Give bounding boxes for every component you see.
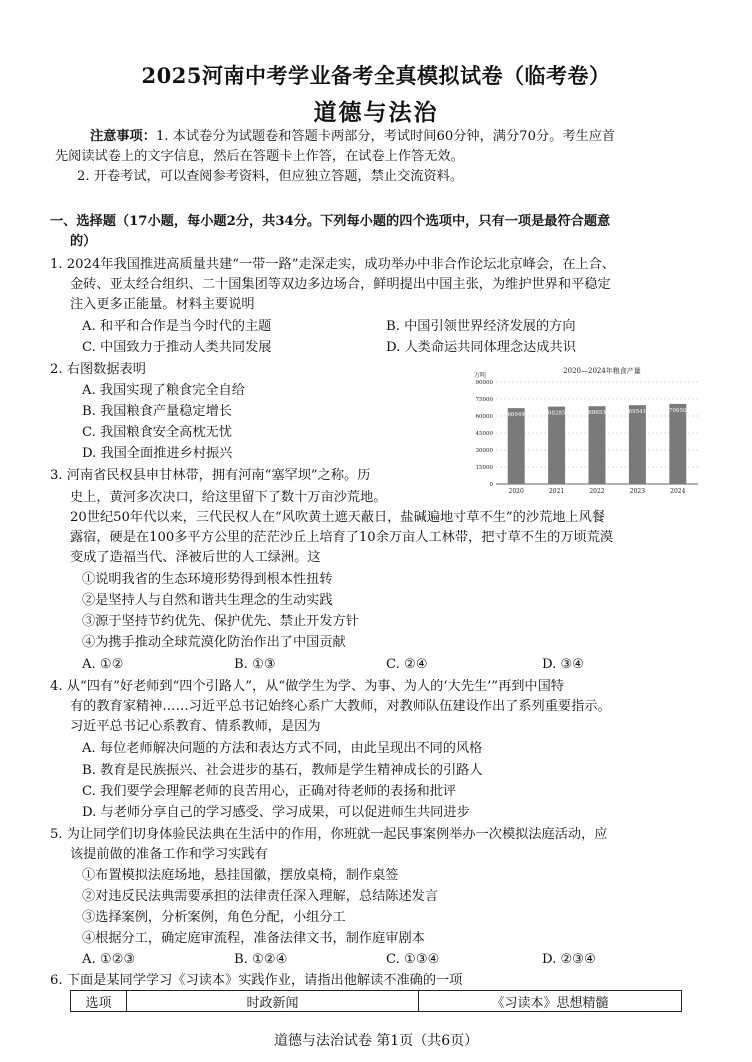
q3-stem-4: 露宿，硬是在100多平方公里的茫茫沙丘上培育了10余万亩人工林带，把寸草不生的万顷荒漠 <box>70 530 614 545</box>
q5-statement-4: ④根据分工，确定庭审流程，准备法律文书，制作庭审剧本 <box>82 931 425 946</box>
chart-ytick-label: 60000 <box>475 414 493 420</box>
q5-statement-3: ③选择案例，分析案例，角色分配，小组分工 <box>82 910 346 925</box>
q6-stem: 6. 下面是某同学学习《习读本》实践作业，请指出他解读不准确的一项 <box>50 973 463 988</box>
q4-stem-2: 有的教育家精神……习近平总书记始终心系广大教师，对教师队伍建设作出了系列重要指示。 <box>70 699 611 714</box>
chart-data-label: 68285 <box>547 410 566 417</box>
q5-stem-1: 5. 为让同学们切身体验民法典在生活中的作用，你班就一起民事案例举办一次模拟法庭活动，应 <box>50 827 608 842</box>
q2-option-c: C. 我国粮食安全高枕无忧 <box>82 425 232 440</box>
q4-option-c: C. 我们要学会理解老师的良苦用心，正确对待老师的表扬和批评 <box>82 784 457 799</box>
q4-option-d: D. 与老师分享自己的学习感受、学习成果，可以促进师生共同进步 <box>82 805 470 820</box>
q1-stem-3: 注入更多正能量。材料主要说明 <box>70 297 255 312</box>
notice-line-3: 2. 开卷考试，可以查阅参考资料，但应独立答题，禁止交流资料。 <box>77 169 464 184</box>
q3-stem-1: 3. 河南省民权县申甘林带，拥有河南“塞罕坝”之称。历 <box>50 468 371 483</box>
notice-line-2: 先阅读试卷上的文字信息，然后在答题卡上作答，在试卷上作答无效。 <box>55 149 464 164</box>
q3-statement-2: ②是坚持人与自然和谐共生理念的生动实践 <box>82 593 333 608</box>
q3-stem-5: 变成了造福当代、泽被后世的人工绿洲。这 <box>70 550 321 565</box>
chart-data-label: 69541 <box>628 409 647 416</box>
chart-data-label: 68653 <box>588 410 606 417</box>
q4-stem-3: 习近平总书记心系教育、情系教师，是因为 <box>70 719 321 734</box>
q5-option-c: C. ①③④ <box>386 952 440 967</box>
q3-option-b: B. ①③ <box>234 657 276 672</box>
q5-statement-1: ①布置模拟法庭场地，悬挂国徽，摆放桌椅，制作桌签 <box>82 868 399 883</box>
chart-ytick-label: 90000 <box>475 380 493 386</box>
q3-statement-1: ①说明我省的生态环境形势得到根本性扭转 <box>82 572 333 587</box>
q5-option-b: B. ①②④ <box>234 952 288 967</box>
q5-option-d: D. ②③④ <box>542 952 596 967</box>
chart-bar <box>629 405 646 484</box>
chart-ytick-label: 30000 <box>475 448 493 454</box>
section-heading-cont: 的） <box>70 234 97 249</box>
q1-stem-2: 金砖、亚太经合组织、二十国集团等双边多边场合，鲜明提出中国主张，为维护世界和平稳定 <box>70 277 611 292</box>
q2-option-b: B. 我国粮食产量稳定增长 <box>82 404 232 419</box>
chart-ytick-label: 15000 <box>475 465 493 471</box>
q3-statement-3: ③源于坚持节约优先、保护优先、禁止开发方针 <box>82 614 359 629</box>
q3-option-d: D. ③④ <box>542 657 585 672</box>
chart-xtick-label: 2020 <box>508 488 524 495</box>
q4-stem-1: 4. 从“四有”好老师到“四个引路人”，从“做学生为学、为事、为人的‘大先生’”再到中国特 <box>50 679 564 694</box>
q6-table-header <box>70 990 682 1012</box>
chart-xtick-label: 2024 <box>670 488 686 495</box>
subject-title: 道德与法治 <box>313 99 439 126</box>
q5-statement-2: ②对违反民法典需要承担的法律责任深入理解，总结陈述发言 <box>82 889 439 904</box>
q2-option-d: D. 我国全面推进乡村振兴 <box>82 446 233 461</box>
table-header-option: 选项 <box>71 991 127 1011</box>
q2-stem: 2. 右图数据表明 <box>50 362 146 377</box>
table-header-news: 时政新闻 <box>127 991 419 1011</box>
q4-option-b: B. 教育是民族振兴、社会进步的基石，教师是学生精神成长的引路人 <box>82 763 483 778</box>
q3-statement-4: ④为携手推动全球荒漠化防治作出了中国贡献 <box>82 635 346 650</box>
chart-bar <box>669 404 686 484</box>
q4-option-a: A. 每位老师解决问题的方法和表达方式不同，由此呈现出不同的风格 <box>82 741 483 756</box>
chart-bar <box>589 406 606 484</box>
chart-data-label: 66949 <box>507 412 525 419</box>
q1-option-b: B. 中国引领世界经济发展的方向 <box>386 319 576 334</box>
q5-stem-2: 该提前做的准备工作和学习实践有 <box>70 847 268 862</box>
chart-xtick-label: 2021 <box>548 488 565 495</box>
q1-option-a: A. 和平和合作是当今时代的主题 <box>82 319 272 334</box>
chart-ytick-label: 0 <box>489 482 493 488</box>
table-header-thought: 《习读本》思想精髓 <box>491 995 609 1011</box>
chart-bar <box>508 408 525 484</box>
q1-stem-1: 1. 2024年我国推进高质量共建“一带一路”走深走实，成功举办中非合作论坛北京峰会，在上合、 <box>50 257 615 272</box>
section-heading: 一、选择题（17小题，每小题2分，共34分。下列每小题的四个选项中，只有一项是最符合题意 <box>50 214 611 229</box>
chart-ytick-label: 45000 <box>475 431 493 437</box>
grain-output-chart <box>462 364 702 496</box>
q3-option-c: C. ②④ <box>386 657 428 672</box>
q5-option-a: A. ①②③ <box>82 952 136 967</box>
chart-title: 2020—2024年粮食产量 <box>563 367 641 375</box>
chart-bar <box>548 407 565 484</box>
chart-data-label: 70650 <box>669 407 687 414</box>
q3-stem-2: 史上，黄河多次决口，给这里留下了数十万亩沙荒地。 <box>70 490 387 505</box>
notice-text-1: 1. 本试卷分为试题卷和答题卡两部分，考试时间60分钟，满分70分。考生应首 <box>155 129 616 144</box>
notice-label: 注意事项： <box>90 129 156 144</box>
chart-ylabel: 万吨 <box>474 372 487 379</box>
page-footer: 道德与法治试卷 第1页（共6页） <box>273 1033 479 1049</box>
q1-option-c: C. 中国致力于推动人类共同发展 <box>82 340 272 355</box>
notice-line-1 <box>90 128 615 146</box>
q3-stem-3: 20世纪50年代以来，三代民权人在“风吹黄土遮天蔽日，盐碱遍地寸草不生”的沙荒地上风餐 <box>70 510 605 525</box>
q1-option-d: D. 人类命运共同体理念达成共识 <box>386 340 576 355</box>
exam-title: 2025河南中考学业备考全真模拟试卷（临考卷） <box>141 63 611 88</box>
chart-xtick-label: 2023 <box>629 488 646 495</box>
q3-option-a: A. ①② <box>82 657 124 672</box>
q2-option-a: A. 我国实现了粮食完全自给 <box>82 383 245 398</box>
chart-ytick-label: 75000 <box>475 397 493 403</box>
chart-xtick-label: 2022 <box>589 488 605 495</box>
